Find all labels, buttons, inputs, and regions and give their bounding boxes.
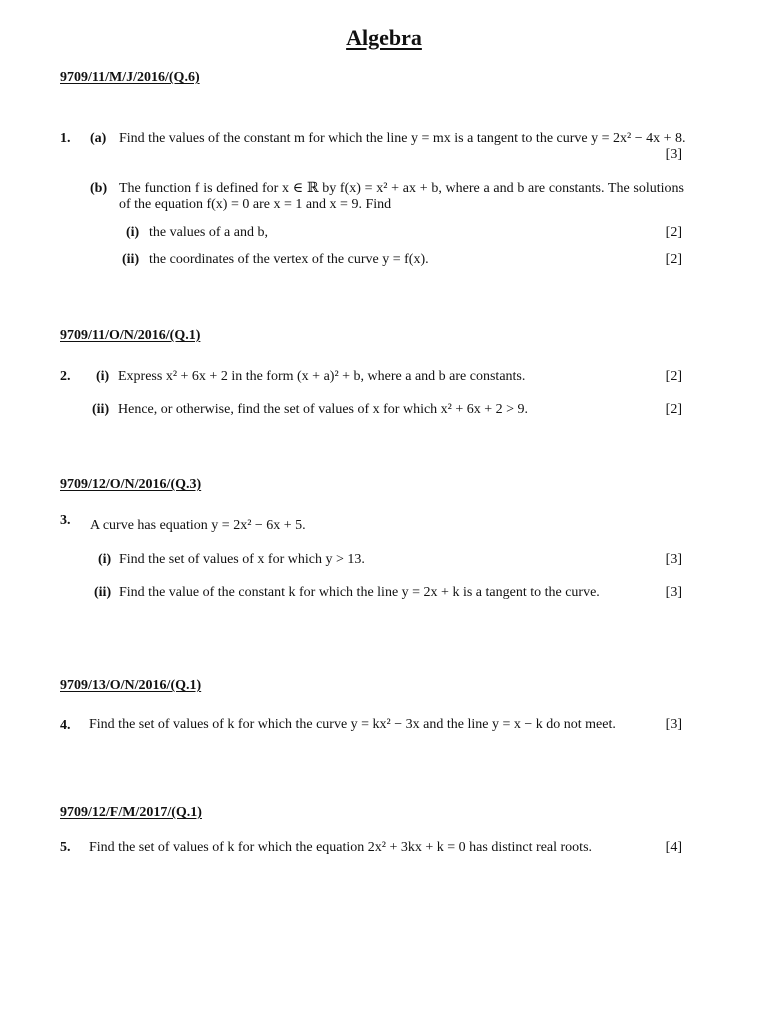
subpart-label: (ii) (122, 252, 140, 267)
marks: [4] (665, 840, 682, 855)
question-number: 4. (60, 718, 71, 733)
marks: [2] (665, 369, 682, 384)
marks: [3] (665, 552, 682, 567)
question-number: 5. (60, 840, 71, 855)
part-label: (b) (90, 181, 108, 196)
question-reference: 9709/12/O/N/2016/(Q.3) (60, 477, 202, 492)
subpart-label: (i) (126, 225, 140, 240)
question-text: Find the value of the constant k for which the line y = 2x + k is a tangent to the curve. (119, 585, 600, 600)
question-text: Hence, or otherwise, find the set of values of x for which x² + 6x + 2 > 9. (118, 402, 529, 417)
part-label: (a) (90, 131, 107, 146)
question-stem: A curve has equation y = 2x² − 6x + 5. (90, 518, 306, 533)
question-reference: 9709/13/O/N/2016/(Q.1) (60, 678, 202, 693)
part-label: (i) (98, 552, 112, 567)
marks: [3] (665, 585, 682, 600)
marks: [2] (665, 402, 682, 417)
marks: [3] (665, 717, 682, 732)
question-reference: 9709/11/M/J/2016/(Q.6) (60, 70, 200, 85)
question-number: 2. (60, 369, 71, 384)
question-text: The function f is defined for x ∈ ℝ by f(x) = x² + ax + b, where a and b are constants. The solutions of the equation f(x) = 0 are x = 1 and x = 9. Find (119, 181, 684, 212)
part-label: (i) (96, 369, 110, 384)
question-reference: 9709/11/O/N/2016/(Q.1) (60, 328, 201, 343)
subpart-text: the values of a and b, (149, 225, 268, 240)
question-number: 1. (60, 131, 71, 146)
part-label: (ii) (92, 402, 110, 417)
question-text: Find the set of values of k for which the curve y = kx² − 3x and the line y = x − k do not meet. (89, 717, 616, 732)
part-label: (ii) (94, 585, 112, 600)
question-number: 3. (60, 513, 71, 528)
page-title: Algebra (346, 25, 422, 50)
subpart-text: the coordinates of the vertex of the curve y = f(x). (149, 252, 429, 267)
question-text: Find the values of the constant m for which the line y = mx is a tangent to the curve y = 2x² − 4x + 8. (119, 131, 686, 146)
question-text: Express x² + 6x + 2 in the form (x + a)² + b, where a and b are constants. (118, 369, 526, 384)
marks: [2] (665, 225, 682, 240)
marks: [2] (665, 252, 682, 267)
question-text: Find the set of values of x for which y > 13. (119, 552, 365, 567)
marks: [3] (665, 147, 682, 162)
question-text: Find the set of values of k for which the equation 2x² + 3kx + k = 0 has distinct real roots. (89, 840, 593, 855)
question-reference: 9709/12/F/M/2017/(Q.1) (60, 805, 202, 820)
